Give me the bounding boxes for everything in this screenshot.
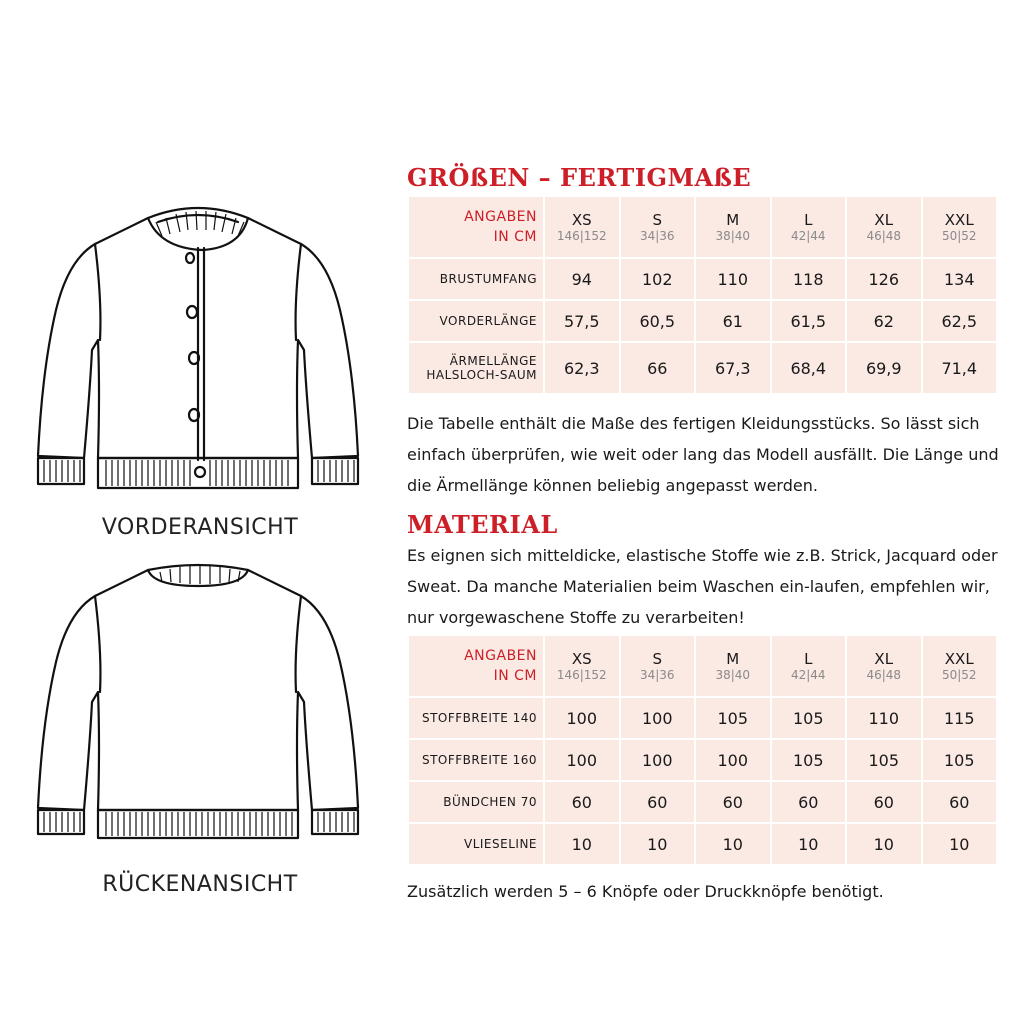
header-label-line2: IN CM	[493, 229, 537, 245]
size-name: XXL	[944, 211, 974, 229]
size-header-cell	[545, 197, 619, 259]
cardigan-back-drawing	[20, 562, 390, 852]
table-cell: 94	[545, 259, 619, 301]
size-name: XXL	[944, 650, 974, 668]
table-cell: 10	[545, 824, 619, 866]
size-de: 46|48	[866, 668, 902, 682]
table-cell: 67,3	[696, 343, 770, 395]
front-view-label: VORDERANSICHT	[101, 515, 299, 540]
size-header-cell	[772, 197, 846, 259]
material-heading: MATERIAL	[407, 510, 558, 539]
size-header-cell	[847, 197, 921, 259]
table-cell: 68,4	[772, 343, 846, 395]
header-label-line1: ANGABEN	[464, 648, 537, 664]
header-label-line1: ANGABEN	[464, 209, 537, 225]
table-cell: 60	[847, 782, 921, 824]
table-row	[409, 698, 996, 740]
table-cell: 100	[545, 740, 619, 782]
table-row	[409, 740, 996, 782]
table-cell: 115	[923, 698, 997, 740]
size-header-cell	[621, 197, 695, 259]
table-cell: 10	[696, 824, 770, 866]
table-header-row	[409, 636, 996, 698]
material-table	[407, 636, 998, 866]
size-de: 50|52	[941, 229, 977, 243]
table-cell: 60	[696, 782, 770, 824]
material-description: Es eignen sich mitteldicke, elastische Stoffe wie z.B. Strick, Jacquard oder Sweat. Da manche Materialien beim Waschen ein-laufen, empfehlen wir, nur vorgewaschene Stoffe zu verarbeiten!	[407, 546, 998, 627]
table-cell: 61,5	[772, 301, 846, 343]
front-view-illustration	[20, 200, 390, 500]
table-cell: 105	[772, 698, 846, 740]
table-cell: 61	[696, 301, 770, 343]
table-cell: 69,9	[847, 343, 921, 395]
table-cell: 57,5	[545, 301, 619, 343]
finished-measurements-table	[407, 197, 998, 395]
header-label-cell	[409, 636, 543, 698]
size-name: XL	[874, 650, 894, 668]
size-header-cell	[772, 636, 846, 698]
table-row	[409, 782, 996, 824]
size-header-cell	[621, 636, 695, 698]
table-cell: 110	[847, 698, 921, 740]
size-de: 46|48	[866, 229, 902, 243]
table-cell: 62,3	[545, 343, 619, 395]
table-cell: 100	[621, 740, 695, 782]
size-de: 42|44	[790, 229, 826, 243]
back-view-label: RÜCKENANSICHT	[102, 872, 298, 897]
table-row	[409, 301, 996, 343]
size-de: 34|36	[639, 229, 675, 243]
table-cell: 10	[772, 824, 846, 866]
size-header-cell	[923, 636, 997, 698]
row-label	[409, 343, 543, 395]
table-cell: 105	[772, 740, 846, 782]
table-cell: 60	[772, 782, 846, 824]
table-cell: 100	[696, 740, 770, 782]
size-name: L	[804, 650, 813, 668]
table-cell: 110	[696, 259, 770, 301]
row-label: BÜNDCHEN 70	[409, 782, 543, 824]
table-cell: 102	[621, 259, 695, 301]
back-view-illustration	[20, 562, 390, 852]
size-header-cell	[696, 636, 770, 698]
size-name: L	[804, 211, 813, 229]
table-cell: 62,5	[923, 301, 997, 343]
table-cell: 134	[923, 259, 997, 301]
footnote: Zusätzlich werden 5 – 6 Knöpfe oder Druckknöpfe benötigt.	[407, 882, 884, 901]
size-name: XL	[874, 211, 894, 229]
size-header-cell	[696, 197, 770, 259]
cardigan-front-drawing	[20, 200, 390, 500]
row-label: STOFFBREITE 160	[409, 740, 543, 782]
table-cell: 126	[847, 259, 921, 301]
table-cell: 71,4	[923, 343, 997, 395]
size-de: 42|44	[790, 668, 826, 682]
size-header-cell	[545, 636, 619, 698]
table-cell: 60	[545, 782, 619, 824]
row-label-line1: ÄRMELLÄNGE	[449, 354, 537, 368]
size-de: 34|36	[639, 668, 675, 682]
table-cell: 60	[923, 782, 997, 824]
size-de: 38|40	[715, 229, 751, 243]
table-cell: 105	[696, 698, 770, 740]
table-cell: 105	[923, 740, 997, 782]
table-cell: 60	[621, 782, 695, 824]
header-label-cell	[409, 197, 543, 259]
size-de: 146|152	[556, 229, 607, 243]
table-cell: 118	[772, 259, 846, 301]
table-row	[409, 343, 996, 395]
row-label: BRUSTUMFANG	[409, 259, 543, 301]
size-header-cell	[847, 636, 921, 698]
table-cell: 105	[847, 740, 921, 782]
row-label: STOFFBREITE 140	[409, 698, 543, 740]
row-label: VLIESELINE	[409, 824, 543, 866]
header-label-line2: IN CM	[493, 668, 537, 684]
size-name: S	[652, 211, 663, 229]
size-name: XS	[571, 211, 592, 229]
table-cell: 10	[621, 824, 695, 866]
size-de: 50|52	[941, 668, 977, 682]
sizes-heading: GRÖßEN – FERTIGMAßE	[407, 163, 752, 192]
table-cell: 62	[847, 301, 921, 343]
table-cell: 60,5	[621, 301, 695, 343]
size-de: 38|40	[715, 668, 751, 682]
table-cell: 10	[847, 824, 921, 866]
table-cell: 100	[621, 698, 695, 740]
row-label: VORDERLÄNGE	[409, 301, 543, 343]
size-name: S	[652, 650, 663, 668]
row-label-line2: HALSLOCH-SAUM	[426, 368, 537, 382]
table-cell: 100	[545, 698, 619, 740]
table-row	[409, 259, 996, 301]
size-name: XS	[571, 650, 592, 668]
size-header-cell	[923, 197, 997, 259]
size-de: 146|152	[556, 668, 607, 682]
table-cell: 10	[923, 824, 997, 866]
table-cell: 66	[621, 343, 695, 395]
sizes-description: Die Tabelle enthält die Maße des fertigen Kleidungsstücks. So lässt sich einfach überprüfen, wie weit oder lang das Modell ausfällt. Die Länge und die Ärmellänge können beliebig angepasst werden.	[407, 414, 999, 495]
table-header-row	[409, 197, 996, 259]
size-name: M	[726, 211, 740, 229]
size-name: M	[726, 650, 740, 668]
table-row	[409, 824, 996, 866]
